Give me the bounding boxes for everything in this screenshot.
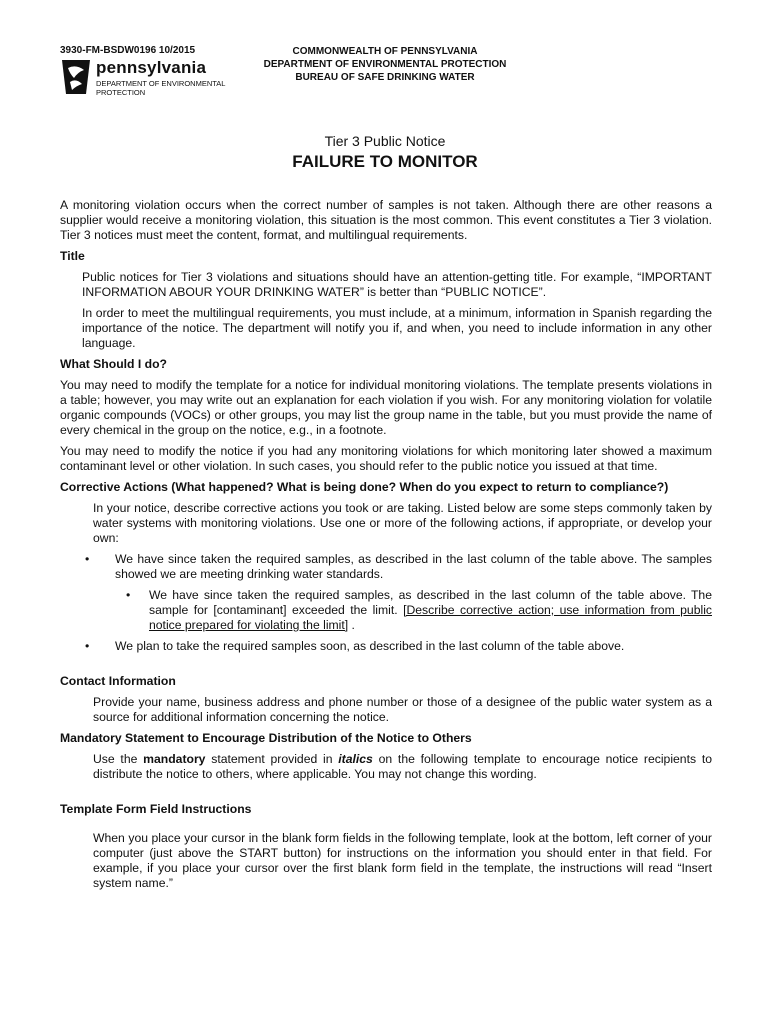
what-heading: What Should I do? — [60, 357, 167, 371]
bullet-2-end: . — [348, 618, 355, 632]
agency-line-2: DEPARTMENT OF ENVIRONMENTAL PROTECTION — [263, 59, 507, 70]
keystone-icon — [60, 58, 92, 96]
contact-heading: Contact Information — [60, 674, 176, 688]
corrective-heading: Corrective Actions (What happened? What is being done? When do you expect to return to compliance?) — [60, 480, 669, 494]
template-heading: Template Form Field Instructions — [60, 802, 252, 816]
what-paragraph-2: You may need to modify the notice if you had any monitoring violations for which monitoring later showed a maximum contaminant level or other violation. In such cases, you should refer to the public notice you issued at that time. — [60, 444, 712, 473]
agency-block — [250, 45, 520, 84]
title-paragraph-2: In order to meet the multilingual requirements, you must include, at a minimum, information in Spanish regarding the importance of the notice. The department will notify you if, and when, you need to include information in any other language. — [82, 306, 712, 350]
bullet-glyph: • — [126, 588, 131, 602]
form-id: 3930-FM-BSDW0196 10/2015 — [60, 45, 196, 56]
pa-dep-logo — [60, 58, 230, 98]
bullet-glyph: • — [85, 552, 90, 566]
bullet-2-text: We have since taken the required samples, as described in the last column of the table above. The sample for [contaminant] exceeded the limit. — [149, 588, 712, 617]
list-item — [60, 588, 712, 633]
agency-line-1: COMMONWEALTH OF PENNSYLVANIA — [292, 46, 478, 57]
mandatory-paragraph: Use the mandatory statement provided in italics on the following template to encourage notice recipients to distribute the notice to others, where applicable. You may not change this wording. — [93, 752, 712, 781]
title-paragraph-1: Public notices for Tier 3 violations and situations should have an attention-getting title. For example, “IMPORTANT INFORMATION ABOUR YOUR DRINKING WATER” is better than “PUBLIC NOTICE”. — [82, 270, 712, 299]
bullet-3-text: We plan to take the required samples soon, as described in the last column of the table above. — [115, 639, 625, 653]
doc-subtitle: Tier 3 Public Notice — [324, 133, 446, 149]
list-item — [60, 552, 712, 582]
intro-paragraph: A monitoring violation occurs when the correct number of samples is not taken. Although there are other reasons a supplier would receive a monitoring violation, this situation is the most common. This event constitutes a Tier 3 violation. Tier 3 notices must meet the content, format, and multilingual requirements. — [60, 198, 712, 242]
doc-title: FAILURE TO MONITOR — [292, 152, 478, 171]
document-body — [60, 198, 712, 897]
contact-paragraph: Provide your name, business address and phone number or those of a designee of the public water system as a source for additional information concerning the notice. — [93, 695, 712, 724]
logo-wordmark: pennsylvania — [96, 58, 207, 77]
bullet-1-text: We have since taken the required samples, as described in the last column of the table above. The samples showed we are meeting drinking water standards. — [115, 552, 712, 581]
corrective-paragraph: In your notice, describe corrective actions you took or are taking. Listed below are some steps commonly taken by water systems with monitoring violations. Use one or more of the following actions, if appropriate, or develop your own: — [93, 501, 712, 545]
logo-department: DEPARTMENT OF ENVIRONMENTAL PROTECTION — [96, 79, 226, 97]
title-heading: Title — [60, 249, 85, 263]
list-item — [60, 639, 712, 654]
bullet-2-placeholder: [Describe corrective action; use information from public notice prepared for violating the limit] — [149, 603, 712, 632]
mandatory-heading: Mandatory Statement to Encourage Distribution of the Notice to Others — [60, 731, 472, 745]
template-paragraph: When you place your cursor in the blank form fields in the following template, look at the bottom, left corner of your computer (just above the START button) for instructions on the information you should enter in that field. For example, if you place your cursor over the first blank form field in the template, the instructions will read “Insert system name.” — [93, 831, 712, 890]
what-paragraph-1: You may need to modify the template for a notice for individual monitoring violations. The template presents violations in a table; however, you may write out an explanation for each violation if you wish. For any monitoring violation for volatile organic compounds (VOCs) or other groups, you may list the group name in the table, but you must provide the name of every chemical in the group on the notice, e.g., in a footnote. — [60, 378, 712, 437]
agency-line-3: BUREAU OF SAFE DRINKING WATER — [295, 72, 475, 83]
bullet-glyph: • — [85, 639, 90, 653]
